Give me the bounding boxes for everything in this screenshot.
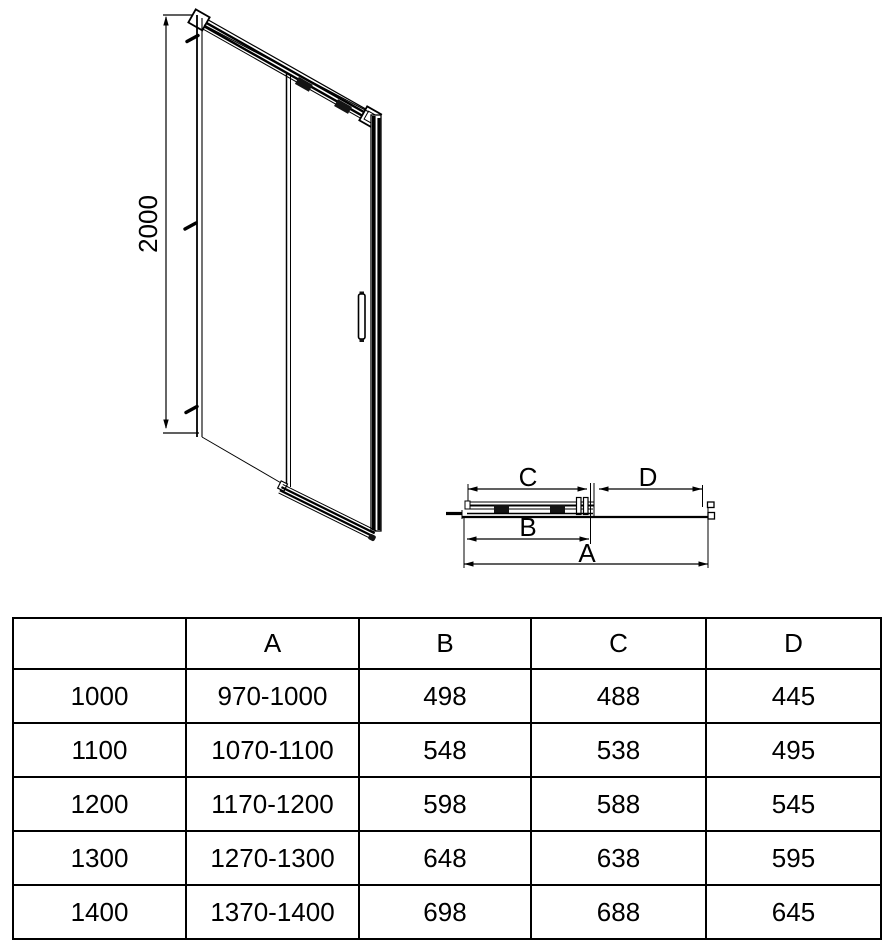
plan-dim-d-label: D <box>638 462 658 492</box>
cell-d: 595 <box>706 831 881 885</box>
table-row <box>13 669 881 723</box>
bottom-rail <box>275 481 380 542</box>
bracket-bottom <box>186 407 197 413</box>
plan-wall-bracket-top <box>708 502 715 508</box>
plan-roller-2 <box>550 505 565 514</box>
cell-c: 488 <box>531 669 706 723</box>
table-header-row <box>13 618 881 669</box>
cell-b: 598 <box>359 777 531 831</box>
cell-d: 545 <box>706 777 881 831</box>
top-track <box>188 9 381 128</box>
middle-divider <box>287 74 291 487</box>
left-wall-profile <box>197 15 202 437</box>
door-handle <box>359 292 366 343</box>
right-frame-profile <box>371 115 381 531</box>
cell-size: 1100 <box>13 723 186 777</box>
cell-c: 638 <box>531 831 706 885</box>
table-row <box>13 777 881 831</box>
arrow-down-icon <box>163 420 168 430</box>
plan-dim-a-label: A <box>578 538 596 568</box>
plan-roller-1 <box>494 505 509 514</box>
header-cell-size <box>13 618 186 669</box>
cell-a: 970-1000 <box>186 669 359 723</box>
table-row <box>13 723 881 777</box>
cell-d: 495 <box>706 723 881 777</box>
cell-b: 698 <box>359 885 531 939</box>
cell-a: 1270-1300 <box>186 831 359 885</box>
glass-bottom-edge <box>202 437 288 487</box>
cell-c: 588 <box>531 777 706 831</box>
cell-size: 1400 <box>13 885 186 939</box>
door-stopper <box>577 498 582 515</box>
cell-size: 1000 <box>13 669 186 723</box>
wall-brackets <box>185 36 198 413</box>
plan-dim-c-label: C <box>518 462 538 492</box>
header-cell-c: C <box>531 618 706 669</box>
bracket-middle <box>185 223 196 229</box>
cell-a: 1070-1100 <box>186 723 359 777</box>
plan-wall-bracket <box>708 513 715 520</box>
front-view-drawing <box>163 9 381 541</box>
cell-size: 1200 <box>13 777 186 831</box>
header-cell-b: B <box>359 618 531 669</box>
cell-c: 538 <box>531 723 706 777</box>
table-row <box>13 885 881 939</box>
table-row <box>13 831 881 885</box>
cell-d: 645 <box>706 885 881 939</box>
cell-a: 1370-1400 <box>186 885 359 939</box>
cell-a: 1170-1200 <box>186 777 359 831</box>
height-dimension-label: 2000 <box>133 195 163 253</box>
header-cell-a: A <box>186 618 359 669</box>
cell-b: 648 <box>359 831 531 885</box>
cell-b: 548 <box>359 723 531 777</box>
arrow-up-icon <box>163 16 168 26</box>
plan-dim-b-label: B <box>519 512 537 542</box>
cell-c: 688 <box>531 885 706 939</box>
cell-d: 445 <box>706 669 881 723</box>
cell-b: 498 <box>359 669 531 723</box>
header-cell-d: D <box>706 618 881 669</box>
cell-size: 1300 <box>13 831 186 885</box>
dimensions-table <box>12 617 882 940</box>
